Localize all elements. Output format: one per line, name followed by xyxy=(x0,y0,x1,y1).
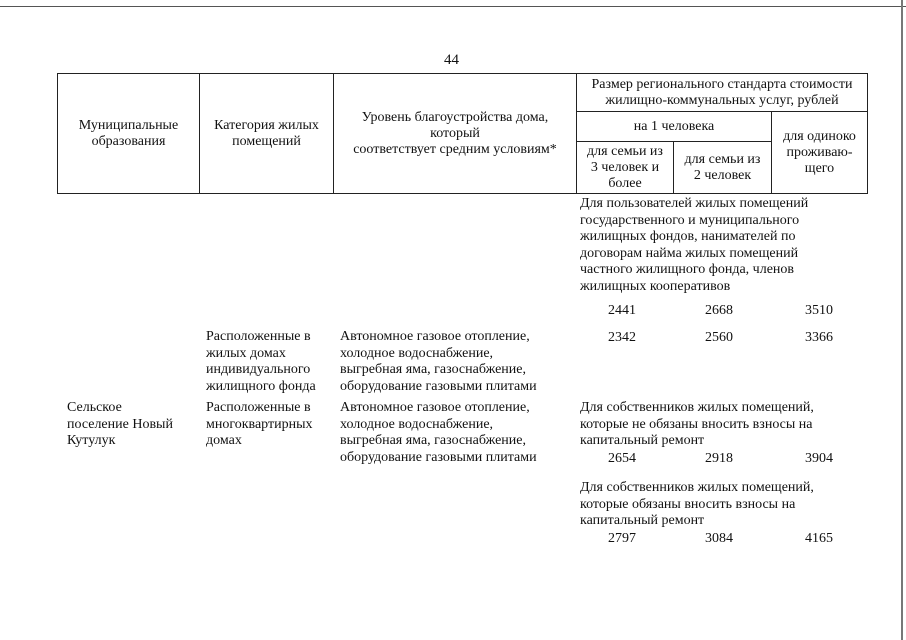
header-per-person: на 1 человека xyxy=(577,112,772,142)
row1-value-family-2: 2560 xyxy=(705,330,733,345)
municipality-name: Сельское поселение Новый Кутулук xyxy=(67,400,173,448)
owners-no-value-single: 3904 xyxy=(805,451,833,466)
owners-yes-value-family-2: 3084 xyxy=(705,531,733,546)
row2-category: Расположенные в многоквартирных домах xyxy=(206,400,313,448)
owners-no-note: Для собственников жилых помещений, которые не обязаны вносить взносы на капитальный ремонт xyxy=(580,400,814,448)
scan-edge-right xyxy=(901,0,903,640)
header-amenities: Уровень благоустройства дома, который соответствует средним условиям* xyxy=(334,74,577,194)
row1-category: Расположенные в жилых домах индивидуального жилищного фонда xyxy=(206,329,316,394)
users-value-family-2: 2668 xyxy=(705,303,733,318)
row2-amenities: Автономное газовое отопление, холодное водоснабжение, выгребная яма, газоснабжение, оборудование газовыми плитами xyxy=(340,400,537,465)
header-family-3: для семьи из 3 человек и более xyxy=(577,142,674,194)
header-municipalities: Муниципальные образования xyxy=(58,74,200,194)
users-note: Для пользователей жилых помещений государственного и муниципального жилищных фондов, нанимателей по договорам найма жилых помещений частного жилищного фонда, членов жилищных кооперативов xyxy=(580,196,809,294)
owners-yes-note: Для собственников жилых помещений, которые обязаны вносить взносы на капитальный ремонт xyxy=(580,480,814,528)
row1-value-single: 3366 xyxy=(805,330,833,345)
row1-amenities: Автономное газовое отопление, холодное водоснабжение, выгребная яма, газоснабжение, оборудование газовыми плитами xyxy=(340,329,537,394)
owners-yes-value-single: 4165 xyxy=(805,531,833,546)
header-table xyxy=(57,73,868,194)
header-category: Категория жилых помещений xyxy=(200,74,334,194)
owners-no-value-family-2: 2918 xyxy=(705,451,733,466)
page-number: 44 xyxy=(444,52,459,68)
owners-no-value-family-3: 2654 xyxy=(608,451,636,466)
scan-edge-top xyxy=(0,6,906,7)
owners-yes-value-family-3: 2797 xyxy=(608,531,636,546)
row1-value-family-3: 2342 xyxy=(608,330,636,345)
header-standard-size: Размер регионального стандарта стоимости жилищно-коммунальных услуг, рублей xyxy=(577,74,868,112)
header-single-living: для одиноко проживаю- щего xyxy=(772,112,868,194)
users-value-family-3: 2441 xyxy=(608,303,636,318)
header-family-2: для семьи из 2 человек xyxy=(674,142,772,194)
users-value-single: 3510 xyxy=(805,303,833,318)
